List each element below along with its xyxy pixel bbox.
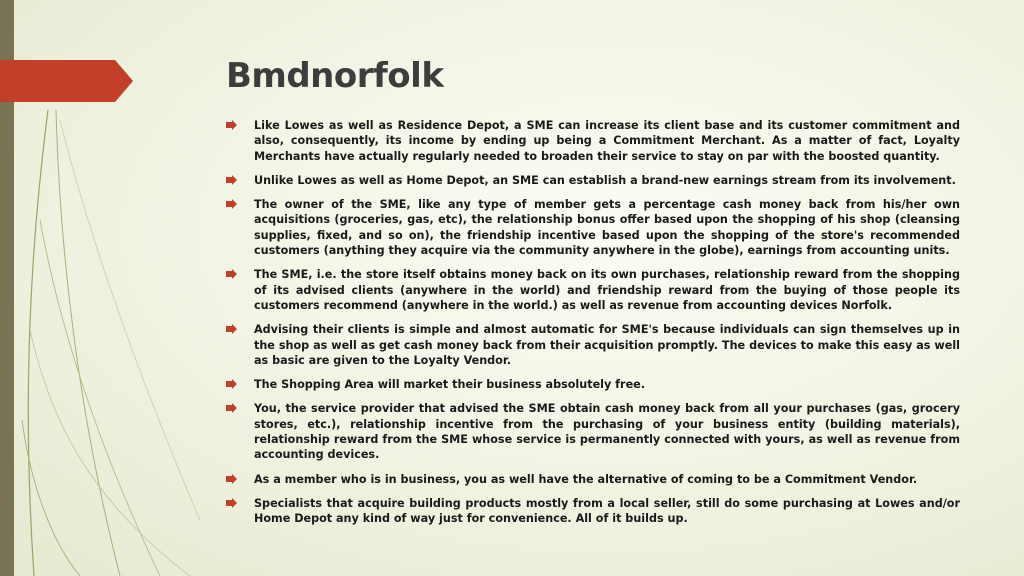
bullet-text: Specialists that acquire building products mostly from a local seller, still do some purchasing at Lowes and/or Home Depot any kind of way just for convenience. All of it builds up. — [254, 496, 960, 526]
arrow-bullet-icon — [226, 120, 237, 130]
slide-title: Bmdnorfolk — [226, 56, 444, 96]
bullet-text: The SME, i.e. the store itself obtains money back on its own purchases, relationship reward from the shopping of its advised clients (anywhere in the world) and friendship reward from the buying of those people its customers recommend (anywhere in the world.) as well as revenue from accounting devices Norfolk. — [254, 268, 960, 312]
arrow-bullet-icon — [226, 379, 237, 389]
arrow-bullet-icon — [226, 403, 237, 413]
bullet-text: Like Lowes as well as Residence Depot, a SME can increase its client base and its customer commitment and also, consequently, its income by ending up being a Commitment Merchant. As a matter of fact, Loyalty Merchants have actually regularly needed to broaden their service to stay on par with the boosted quantity. — [254, 119, 960, 163]
title-banner-arrow — [0, 60, 133, 102]
bullet-text: You, the service provider that advised the SME obtain cash money back from all your purchases (gas, grocery stores, etc.), relationship incentive from the purchasing of your business entity (building materials), relationship reward from the SME whose service is permanently connected with yours, as well as revenue from accounting devices. — [254, 402, 960, 462]
list-item — [226, 267, 960, 313]
arrow-bullet-icon — [226, 199, 237, 209]
list-item — [226, 322, 960, 368]
bullet-text: The Shopping Area will market their business absolutely free. — [254, 378, 645, 392]
bullet-list — [226, 118, 960, 536]
arrow-bullet-icon — [226, 269, 237, 279]
list-item — [226, 118, 960, 164]
list-item — [226, 377, 960, 392]
arrow-bullet-icon — [226, 474, 237, 484]
arrow-bullet-icon — [226, 324, 237, 334]
arrow-bullet-icon — [226, 175, 237, 185]
bullet-text: The owner of the SME, like any type of member gets a percentage cash money back from his/her own acquisitions (groceries, gas, etc), the relationship bonus offer based upon the shopping of his shop (cleansing supplies, fixed, and so on), the friendship incentive based upon the shopping of the store's recommended customers (anything they acquire via the community anywhere in the globe), earnings from accounting units. — [254, 198, 960, 258]
list-item — [226, 401, 960, 462]
list-item — [226, 173, 960, 188]
list-item — [226, 472, 960, 487]
arrow-bullet-icon — [226, 498, 237, 508]
bullet-text: Unlike Lowes as well as Home Depot, an SME can establish a brand-new earnings stream from its involvement. — [254, 173, 956, 187]
list-item — [226, 197, 960, 258]
bullet-text: As a member who is in business, you as well have the alternative of coming to be a Commitment Vendor. — [254, 472, 918, 486]
list-item — [226, 496, 960, 527]
bullet-text: Advising their clients is simple and almost automatic for SME's because individuals can sign themselves up in the shop as well as get cash money back from their acquisition promptly. The devices to make this easy as well as basic are given to the Loyalty Vendor. — [254, 323, 960, 367]
